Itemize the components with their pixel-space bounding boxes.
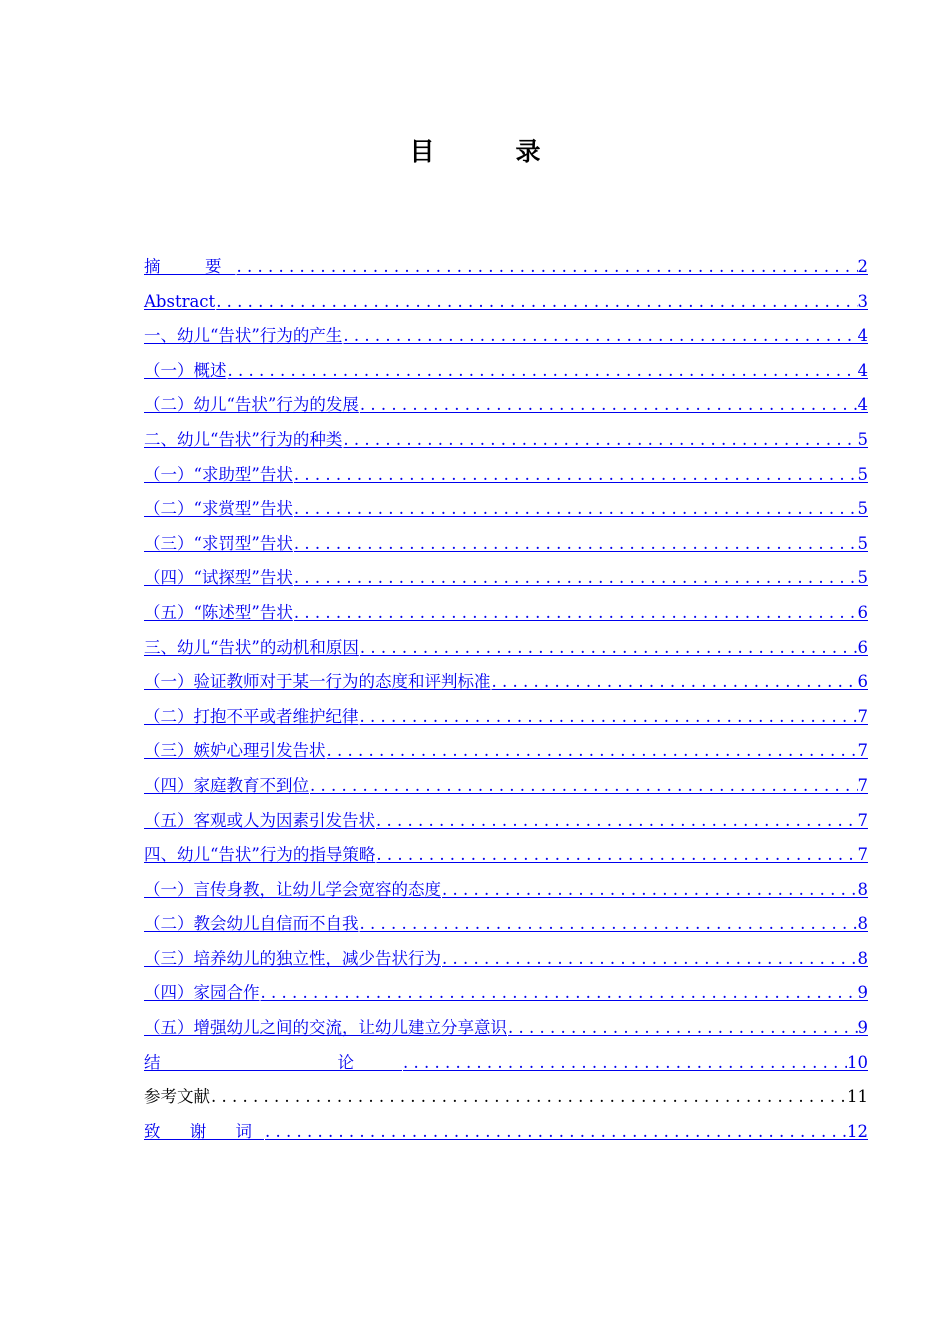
- toc-entry-section-4-5[interactable]: [144, 1011, 868, 1046]
- toc-leader-dots: [236, 250, 858, 285]
- toc-entry-label: （四）家庭教育不到位: [144, 775, 309, 795]
- toc-page-number: 5: [857, 499, 868, 519]
- toc-leader-dots: [342, 319, 857, 354]
- toc-leader-dots: [359, 907, 858, 942]
- toc-page-number: 3: [857, 291, 868, 311]
- toc-entry-label: （四）“试探型”告状: [144, 568, 293, 588]
- toc-page-number: 5: [857, 568, 868, 588]
- toc-entry-label: （二）“求赏型”告状: [144, 499, 293, 519]
- toc-page-number: 5: [857, 533, 868, 553]
- toc-entry-label: （一）概述: [144, 360, 227, 380]
- toc-entry-section-1[interactable]: [144, 319, 868, 354]
- toc-entry-section-4-3[interactable]: [144, 942, 868, 977]
- toc-page-number: 4: [857, 360, 868, 380]
- toc-entry-label: 一、幼儿“告状”行为的产生: [144, 326, 343, 346]
- toc-page-number: 10: [847, 1052, 868, 1072]
- toc-leader-dots: [264, 1115, 847, 1150]
- toc-leader-dots: [359, 388, 858, 423]
- toc-entry-section-3-1[interactable]: [144, 665, 868, 700]
- toc-leader-dots: [293, 561, 858, 596]
- toc-leader-dots: [293, 527, 858, 562]
- toc-leader-dots: [210, 1080, 847, 1115]
- toc-leader-dots: [326, 734, 858, 769]
- toc-entry-label: （二）幼儿“告状”行为的发展: [144, 395, 359, 415]
- toc-entry-label: 致 谢 词: [144, 1121, 264, 1141]
- toc-entry-label: Abstract: [144, 291, 216, 311]
- toc-page-number: 9: [857, 983, 868, 1003]
- toc-leader-dots: [491, 665, 858, 700]
- toc-page-number: 7: [857, 706, 868, 726]
- toc-leader-dots: [441, 873, 858, 908]
- toc-entry-section-2[interactable]: [144, 423, 868, 458]
- toc-leader-dots: [359, 631, 858, 666]
- toc-entry-label: （二）教会幼儿自信而不自我: [144, 914, 359, 934]
- toc-page-number: 7: [857, 810, 868, 830]
- toc-leader-dots: [441, 942, 858, 977]
- toc-page-number: 7: [857, 845, 868, 865]
- toc-entry-section-3-3[interactable]: [144, 734, 868, 769]
- toc-entry-section-3[interactable]: [144, 631, 868, 666]
- toc-entry-label: 参考文献: [144, 1087, 210, 1107]
- toc-leader-dots: [215, 285, 857, 320]
- toc-entry-section-1-2[interactable]: [144, 388, 868, 423]
- toc-leader-dots: [293, 458, 858, 493]
- toc-page-number: 5: [857, 464, 868, 484]
- toc-entry-label: （一）言传身教，让幼儿学会宽容的态度: [144, 879, 441, 899]
- toc-entry-section-1-1[interactable]: [144, 354, 868, 389]
- toc-leader-dots: [227, 354, 858, 389]
- toc-entry-section-4-2[interactable]: [144, 907, 868, 942]
- toc-leader-dots: [293, 492, 858, 527]
- toc-entry-acknowledgements[interactable]: [144, 1115, 868, 1150]
- toc-entry-section-2-5[interactable]: [144, 596, 868, 631]
- toc-leader-dots: [293, 596, 858, 631]
- toc-entry-label: 三、幼儿“告状”的动机和原因: [144, 637, 359, 657]
- table-of-contents: [144, 250, 868, 1149]
- toc-leader-dots: [342, 423, 857, 458]
- toc-entry-label: （三）培养幼儿的独立性，减少告状行为: [144, 948, 441, 968]
- toc-entry-label: 结 论: [144, 1052, 402, 1072]
- toc-entry-label: 四、幼儿“告状”行为的指导策略: [144, 845, 376, 865]
- toc-entry-label: （一）“求助型”告状: [144, 464, 293, 484]
- toc-entry-label: （一）验证教师对于某一行为的态度和评判标准: [144, 672, 491, 692]
- toc-page-number: 5: [857, 429, 868, 449]
- toc-page-number: 2: [857, 257, 868, 276]
- toc-page-number: 7: [857, 775, 868, 795]
- toc-leader-dots: [375, 838, 857, 873]
- toc-leader-dots: [260, 976, 858, 1011]
- toc-page-number: 8: [857, 948, 868, 968]
- toc-page-number: 6: [857, 637, 868, 657]
- toc-entry-section-4[interactable]: [144, 838, 868, 873]
- toc-entry-label: （五）增强幼儿之间的交流，让幼儿建立分享意识: [144, 1018, 507, 1038]
- toc-entry-section-3-2[interactable]: [144, 700, 868, 735]
- toc-leader-dots: [375, 804, 858, 839]
- toc-page-number: 8: [857, 879, 868, 899]
- toc-page-number: 9: [857, 1018, 868, 1038]
- toc-entry-section-4-1[interactable]: [144, 873, 868, 908]
- toc-entry-conclusion[interactable]: [144, 1046, 868, 1081]
- toc-entry-section-3-5[interactable]: [144, 804, 868, 839]
- page-title: 目 录: [409, 137, 569, 166]
- toc-page-number: 6: [857, 602, 868, 622]
- toc-entry-label: （三）“求罚型”告状: [144, 533, 293, 553]
- toc-leader-dots: [309, 769, 858, 804]
- toc-entry-label: （五）“陈述型”告状: [144, 602, 293, 622]
- toc-page-number: 6: [857, 672, 868, 692]
- toc-entry-section-3-4[interactable]: [144, 769, 868, 804]
- toc-page-number: 4: [857, 395, 868, 415]
- toc-entry-section-2-1[interactable]: [144, 458, 868, 493]
- toc-entry-label: 摘 要: [144, 257, 236, 276]
- toc-page-number: 11: [847, 1087, 868, 1107]
- toc-entry-section-4-4[interactable]: [144, 976, 868, 1011]
- toc-entry-label: （二）打抱不平或者维护纪律: [144, 706, 359, 726]
- toc-entry-section-2-4[interactable]: [144, 561, 868, 596]
- toc-entry-label: （五）客观或人为因素引发告状: [144, 810, 375, 830]
- toc-entry-label: （三）嫉妒心理引发告状: [144, 741, 326, 761]
- toc-leader-dots: [507, 1011, 858, 1046]
- toc-page-number: 8: [857, 914, 868, 934]
- toc-leader-dots: [359, 700, 858, 735]
- toc-entry-section-2-2[interactable]: [144, 492, 868, 527]
- toc-entry-section-2-3[interactable]: [144, 527, 868, 562]
- toc-page-number: 7: [857, 741, 868, 761]
- toc-leader-dots: [402, 1046, 847, 1081]
- toc-page-number: 12: [847, 1121, 868, 1141]
- toc-entry-references[interactable]: [144, 1080, 868, 1115]
- toc-entry-abstract-en[interactable]: [144, 285, 868, 320]
- toc-entry-abstract-cn[interactable]: [144, 250, 868, 285]
- toc-entry-label: 二、幼儿“告状”行为的种类: [144, 429, 343, 449]
- toc-entry-label: （四）家园合作: [144, 983, 260, 1003]
- toc-page-number: 4: [857, 326, 868, 346]
